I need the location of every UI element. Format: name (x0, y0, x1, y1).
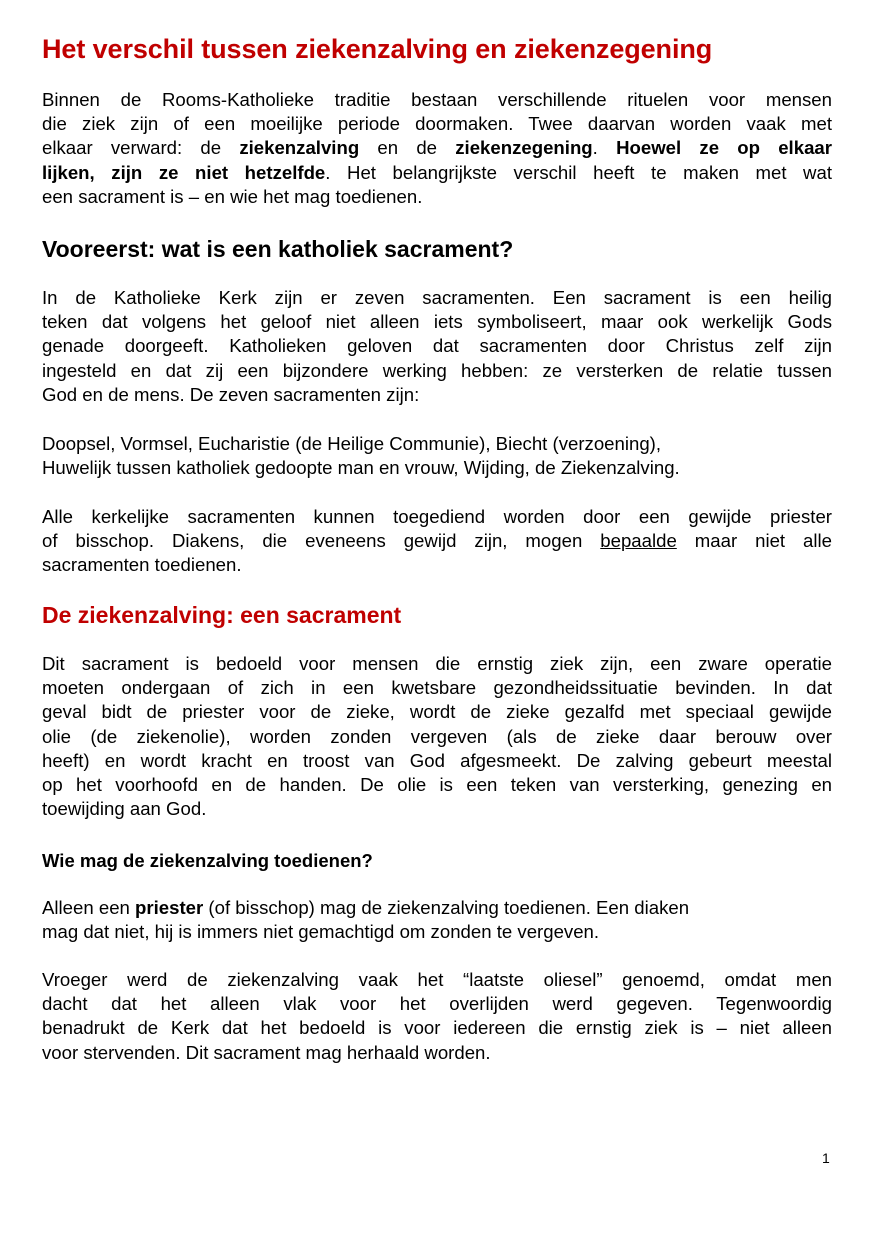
text-line: heeft) en wordt kracht en troost van God afgesmeekt. De zalving gebeurt meestal (42, 749, 832, 771)
text-line: benadrukt de Kerk dat het bedoeld is voor iedereen die ernstig ziek is – niet alleen (42, 1017, 832, 1039)
text-line: God en de mens. De zeven sacramenten zijn: (42, 383, 420, 405)
text-line (42, 529, 832, 553)
anointing-description-paragraph (42, 652, 832, 821)
text-line: toewijding aan God. (42, 798, 207, 820)
who-may-administer-paragraph (42, 896, 832, 944)
sacraments-list-paragraph (42, 432, 832, 480)
text-line: In de Katholieke Kerk zijn er zeven sacramenten. Een sacrament is een heilig (42, 287, 832, 308)
bold-term: ziekenzalving (239, 137, 360, 159)
ministers-paragraph (42, 505, 832, 578)
text-line: Alle kerkelijke sacramenten kunnen toegediend worden door een gewijde priester (42, 506, 832, 527)
text-run: of bisschop. Diakens, die eveneens gewijd zijn, mogen (42, 530, 601, 552)
sacrament-definition-paragraph (42, 286, 832, 407)
section-heading: Vooreerst: wat is een katholiek sacrament? (42, 236, 514, 262)
text-line: Binnen de Rooms-Katholieke traditie bestaan verschillende rituelen voor mensen (42, 89, 832, 110)
text-line: ingesteld en dat zij een bijzondere werking hebben: ze versterken de relatie tussen (42, 359, 832, 381)
page-number: 1 (822, 1150, 830, 1166)
text-line: een sacrament is – en wie het mag toedienen. (42, 185, 423, 207)
text-line: sacramenten toedienen. (42, 554, 242, 576)
text-run: (of bisschop) mag de ziekenzalving toedienen. Een diaken (203, 897, 690, 918)
subsection-heading: Wie mag de ziekenzalving toedienen? (42, 850, 373, 871)
text-run: elkaar verward: de (42, 137, 240, 159)
text-line: mag dat niet, hij is immers niet gemachtigd om zonden te vergeven. (42, 921, 600, 943)
history-paragraph (42, 968, 832, 1065)
text-line: op het voorhoofd en de handen. De olie is een teken van versterking, genezing en (42, 774, 832, 796)
text-run: . Het belangrijkste verschil heeft te maken met wat (325, 161, 832, 183)
text-line (42, 896, 832, 920)
text-line: moeten ondergaan of zich in een kwetsbare gezondheidssituatie bevinden. In dat (42, 677, 832, 699)
text-run: maar niet alle (676, 530, 832, 552)
section-heading: De ziekenzalving: een sacrament (42, 602, 402, 628)
text-line (42, 161, 832, 185)
intro-paragraph (42, 88, 832, 209)
text-line: Dit sacrament is bedoeld voor mensen die ernstig ziek zijn, een zware operatie (42, 653, 832, 674)
text-line: genade doorgeeft. Katholieken geloven dat sacramenten door Christus zelf zijn (42, 335, 832, 357)
page-title: Het verschil tussen ziekenzalving en ziekenzegening (42, 34, 713, 64)
underlined-term: bepaalde (600, 530, 677, 552)
text-line (42, 136, 832, 160)
text-line: die ziek zijn of een moeilijke periode doormaken. Twee daarvan worden vaak met (42, 113, 832, 135)
bold-term: lijken, zijn ze niet hetzelfde (42, 161, 326, 183)
text-line: Huwelijk tussen katholiek gedoopte man en vrouw, Wijding, de Ziekenzalving. (42, 457, 680, 479)
text-line: geval bidt de priester voor de zieke, wordt de zieke gezalfd met speciaal gewijde (42, 701, 832, 723)
text-line: Vroeger werd de ziekenzalving vaak het “laatste oliesel” genoemd, omdat men (42, 969, 832, 990)
text-line: teken dat volgens het geloof niet alleen iets symboliseert, maar ook werkelijk Gods (42, 311, 832, 333)
text-line: olie (de ziekenolie), worden zonden vergeven (als de zieke daar berouw over (42, 725, 832, 747)
text-run: en de (359, 137, 456, 159)
bold-term: priester (135, 897, 204, 918)
bold-term: ziekenzegening (455, 137, 593, 159)
bold-term: Hoewel ze op elkaar (616, 137, 832, 159)
text-line: voor stervenden. Dit sacrament mag herhaald worden. (42, 1041, 491, 1063)
text-run: Alleen een (42, 897, 136, 918)
text-line: dacht dat het alleen vlak voor het overlijden werd gegeven. Tegenwoordig (42, 993, 832, 1015)
text-line: Doopsel, Vormsel, Eucharistie (de Heilige Communie), Biecht (verzoening), (42, 433, 662, 454)
text-run: . (592, 137, 617, 159)
